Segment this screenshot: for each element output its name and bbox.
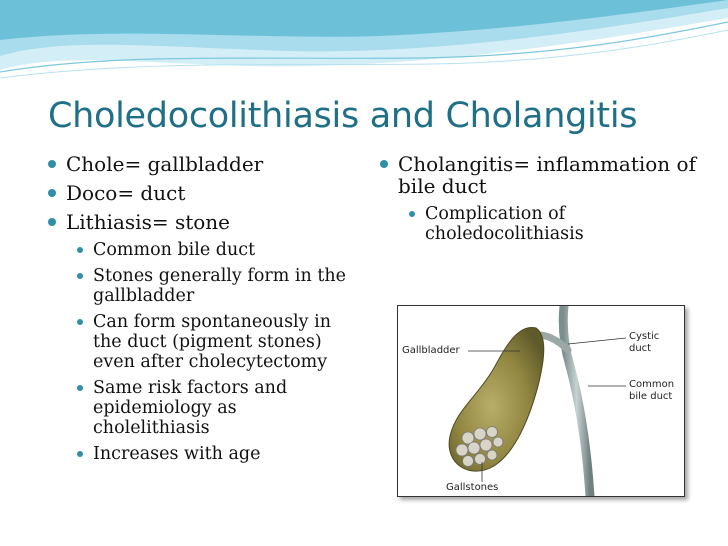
header-wave-decoration (0, 0, 728, 90)
sub-bullet-item: Can form spontaneously in the duct (pigment stones) even after cholecytectomy (76, 312, 358, 372)
bullet-item: Lithiasis= stone (48, 211, 358, 233)
common-bile-duct-label: Common bile duct (629, 379, 675, 402)
sub-bullet-item: Complication of choledocolithiasis (408, 204, 700, 244)
sub-bullet-item: Increases with age (76, 444, 358, 464)
gallstones-label: Gallstones (446, 482, 499, 493)
right-bullet-list (380, 153, 700, 197)
bullet-item: Doco= duct (48, 182, 358, 204)
gallbladder-label: Gallbladder (402, 345, 460, 356)
sub-bullet-item: Common bile duct (76, 240, 358, 260)
right-column (380, 153, 700, 250)
sub-bullet-item: Stones generally form in the gallbladder (76, 266, 358, 306)
right-sub-bullet-list (408, 204, 700, 244)
left-bullet-list (48, 153, 358, 233)
slide-title: Choledocolithiasis and Cholangitis (48, 96, 638, 136)
gallbladder-illustration (397, 305, 685, 497)
bullet-item: Chole= gallbladder (48, 153, 358, 175)
left-column (48, 153, 358, 470)
cystic-duct-label: Cystic duct (629, 331, 660, 354)
bullet-item: Cholangitis= inflammation of bile duct (380, 153, 700, 197)
left-sub-bullet-list (76, 240, 358, 464)
sub-bullet-item: Same risk factors and epidemiology as cholelithiasis (76, 378, 358, 438)
